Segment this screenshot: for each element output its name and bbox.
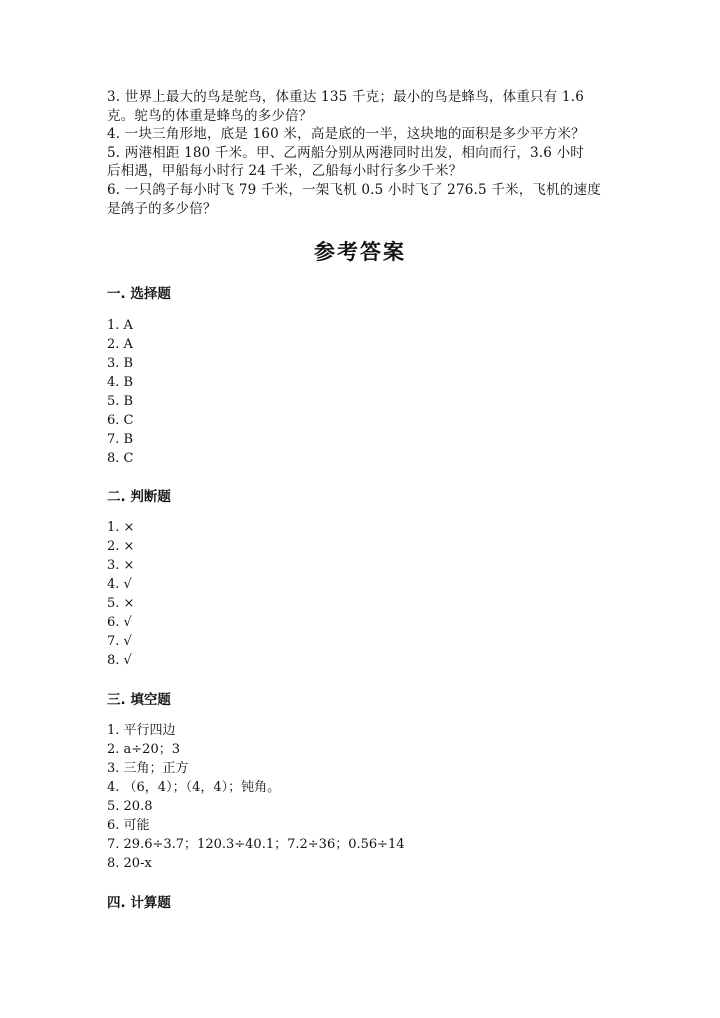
answer-key-title: 参考答案 <box>314 239 406 264</box>
problem-line: 4. 一块三角形地，底是 160 米，高是底的一半，这块地的面积是多少平方米？ <box>107 126 585 143</box>
answer-item: 7. 29.6÷3.7；120.3÷40.1；7.2÷36；0.56÷14 <box>107 837 405 852</box>
answer-item: 4. （6，4）；（4，4）；钝角。 <box>107 780 281 795</box>
answer-item: 1. 平行四边 <box>107 723 176 738</box>
problem-line: 后相遇，甲船每小时行 24 千米，乙船每小时行多少千米？ <box>107 163 463 180</box>
answer-item: 3. × <box>107 558 135 573</box>
answer-item: 4. B <box>107 375 134 390</box>
answer-item: 5. B <box>107 394 134 409</box>
answer-item: 3. B <box>107 356 134 371</box>
problem-line: 是鸽子的多少倍？ <box>107 200 217 217</box>
word-problems <box>107 88 627 218</box>
answer-item: 2. A <box>107 337 133 352</box>
answer-list-judge <box>107 518 134 670</box>
section-heading-judge: 二. 判断题 <box>107 489 171 505</box>
answer-item: 7. √ <box>107 634 132 649</box>
answer-item: 6. C <box>107 413 134 428</box>
answer-list-fill <box>107 721 405 873</box>
answer-item: 1. A <box>107 318 133 333</box>
answer-item: 1. × <box>107 520 135 535</box>
problem-line: 克。鸵鸟的体重是蜂鸟的多少倍？ <box>107 107 313 124</box>
answer-item: 8. 20-x <box>107 856 152 871</box>
answer-item: 5. 20.8 <box>107 799 153 814</box>
answer-item: 4. √ <box>107 577 132 592</box>
answer-list-choice <box>107 316 133 468</box>
answer-item: 6. √ <box>107 615 132 630</box>
answer-item: 6. 可能 <box>107 818 150 833</box>
answer-item: 3. 三角；正方 <box>107 761 189 776</box>
answer-item: 2. a÷20；3 <box>107 742 180 757</box>
section-heading-choice: 一. 选择题 <box>107 286 171 302</box>
answer-item: 8. C <box>107 451 134 466</box>
problem-line: 5. 两港相距 180 千米。甲、乙两船分别从两港同时出发，相向而行，3.6 小时 <box>107 144 584 161</box>
answer-item: 8. √ <box>107 653 132 668</box>
section-heading-calc: 四. 计算题 <box>107 895 171 911</box>
problem-line: 3. 世界上最大的鸟是鸵鸟，体重达 135 千克；最小的鸟是蜂鸟，体重只有 1.6 <box>107 89 584 105</box>
problem-line: 6. 一只鸽子每小时飞 79 千米，一架飞机 0.5 小时飞了 276.5 千米，飞机的速度 <box>107 181 601 198</box>
answer-item: 7. B <box>107 432 134 447</box>
section-heading-fill: 三. 填空题 <box>107 692 171 708</box>
answer-item: 2. × <box>107 539 135 554</box>
answer-item: 5. × <box>107 596 135 611</box>
